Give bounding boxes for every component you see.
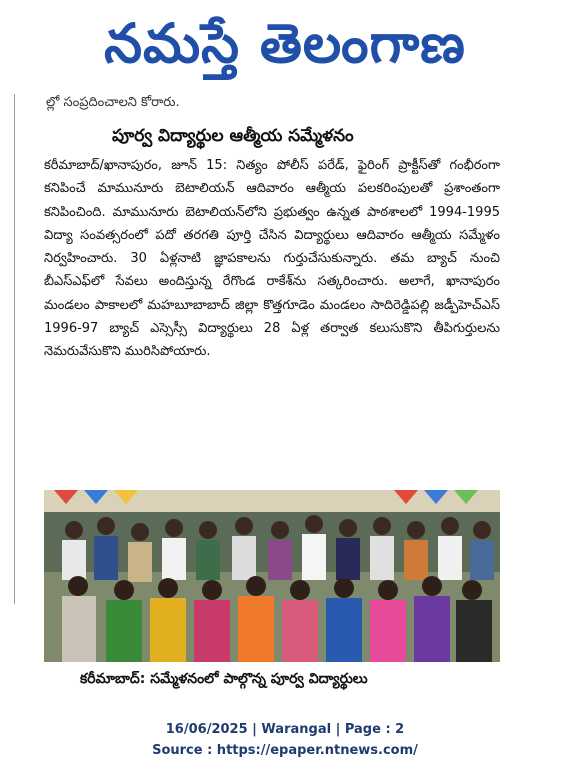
footer-date-edition-page: 16/06/2025 | Warangal | Page : 2 [165,722,405,737]
column-divider [14,94,15,604]
footer-source-link[interactable]: Source : https://epaper.ntnews.com/ [152,743,418,758]
photo-caption: కరీమాబాద్: సమ్మేళనంలో పాల్గొన్న పూర్వ విద్యార్థులు [80,671,368,687]
previous-article-tail: ల్లో సంప్రదించాలని కోరారు. [46,95,180,110]
article-headline: పూర్వ విద్యార్థుల ఆత్మీయ సమ్మేళనం [112,126,354,146]
article-paragraph: కరీమాబాద్/ఖానాపురం, జూన్ 15: నిత్యం పోలీస్ పరేడ్, ఫైరింగ్ ప్రాక్టీస్‌తో గంభీరంగా కనిపించే మామునూరు బెటాలియన్ ఆదివారం ఆత్మీయ పలకరింపులతో ప్రశాంతంగా కనిపించింది. మామునూరు బెటాలియన్‌లోని ప్రభుత్వం ఉన్నత పాఠశాలలో 1994-1995 విద్యా సంవత్సరంలో పదో తరగతి పూర్తి చేసిన విద్యార్థులు ఆదివారం ఆత్మీయ సమ్మేళం నిర్వహించారు. 30 ఏళ్లనాటి జ్ఞాపకాలను గుర్తుచేసుకున్నారు. తమ బ్యాచ్ నుంచి బీఎస్ఎఫ్‌లో సేవలు అందిస్తున్న రేగొండ రాకేశ్‌ను సత్కరించారు. అలాగే, ఖానాపురం మండలం పాకాలలో మహబూబాబాద్ జిల్లా కొత్తగూడెం మండలం సాదిరెడ్డిపల్లి జడ్పీహెచ్ఎస్ 1996-97 బ్యాచ్ ఎస్సెస్సీ విద్యార్థులు 28 ఏళ్ల తర్వాత కలుసుకొని తీపిగుర్తులను నెమరువేసుకొని మురిసిపోయారు. [44,158,500,360]
group-photo-image [44,490,500,662]
article-body [44,154,500,364]
masthead [0,0,570,92]
group-photo [44,490,500,662]
newspaper-logo: నమస్తే తెలంగాణ [104,12,466,75]
